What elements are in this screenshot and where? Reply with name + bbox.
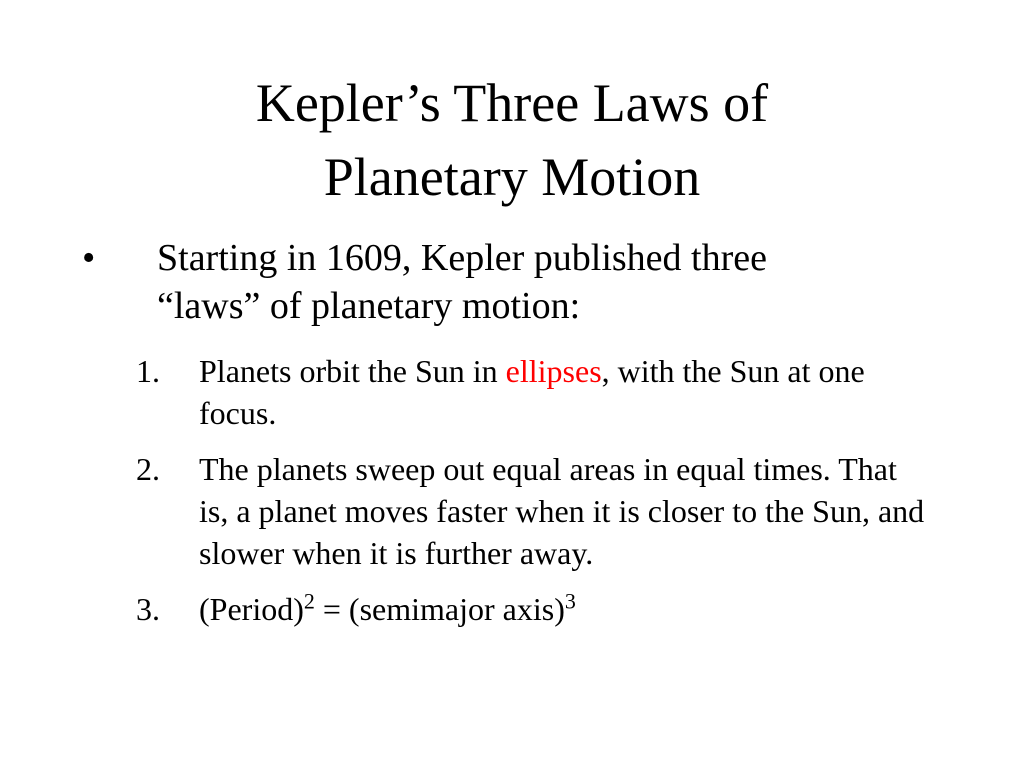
slide-title — [0, 66, 1024, 214]
title-line-2: Planetary Motion — [323, 147, 701, 207]
period-exponent: 2 — [303, 588, 315, 614]
laws-list — [136, 350, 936, 644]
title-line-1: Kepler’s Three Laws of — [255, 73, 769, 133]
ellipses-highlight: ellipses — [505, 353, 602, 389]
period-label: (Period) — [199, 591, 304, 627]
law-number: 1. — [136, 353, 160, 389]
intro-line-1: Starting in 1609, Kepler published three — [157, 237, 767, 279]
law-text-part: Planets orbit the Sun in — [199, 353, 506, 389]
intro-bullet-text — [157, 234, 937, 330]
law-text: The planets sweep out equal areas in equal times. That is, a planet moves faster when it is closer to the Sun, and slower when it is further away. — [199, 451, 925, 571]
law-text — [199, 588, 934, 630]
bullet-marker: • — [82, 237, 96, 279]
axis-exponent: 3 — [564, 588, 576, 614]
law-item-1 — [136, 350, 936, 434]
intro-line-2: “laws” of planetary motion: — [157, 285, 581, 327]
law-text-part: , with the Sun at one focus. — [199, 353, 865, 431]
law-text — [199, 350, 934, 434]
law-item-2 — [136, 448, 936, 574]
semimajor-axis-label: = (semimajor axis) — [314, 591, 565, 627]
law-number: 3. — [136, 591, 160, 627]
law-number: 2. — [136, 451, 160, 487]
law-item-3 — [136, 588, 936, 630]
